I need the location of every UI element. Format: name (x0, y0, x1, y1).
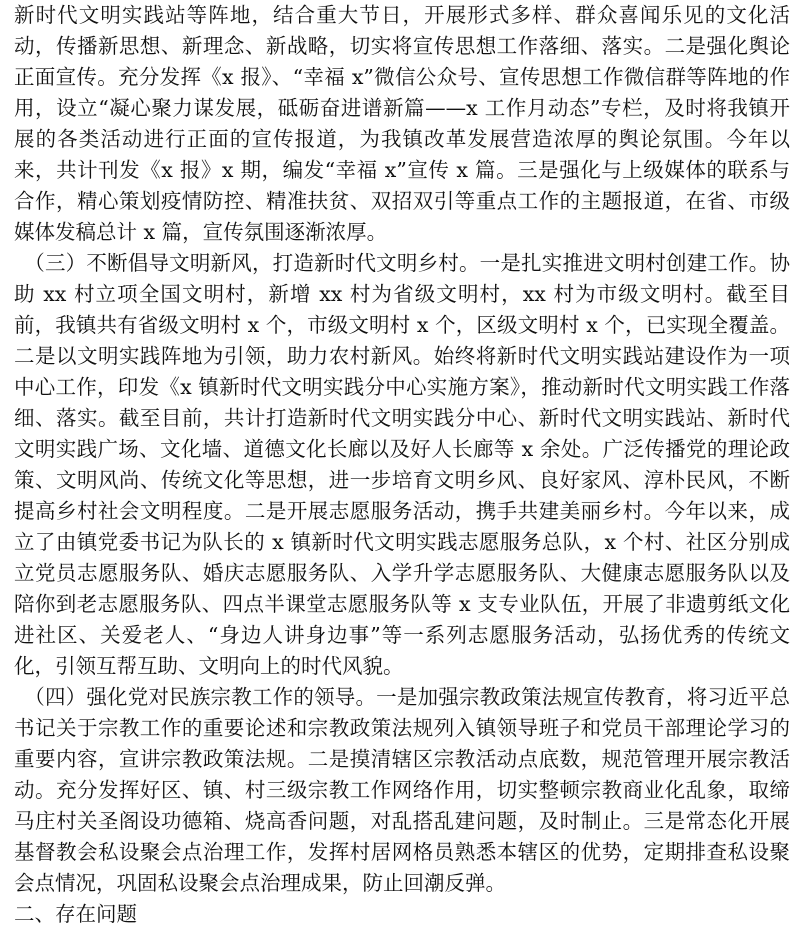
paragraph-religion: （四）强化党对民族宗教工作的领导。一是加强宗教政策法规宣传教育，将习近平总书记关于宗教工作的重要论述和宗教政策法规列入镇领导班子和党员干部理论学习的重要内容，宣讲宗教政策法规。二是摸清辖区宗教活动点底数，规范管理开展宗教活动。充分发挥好区、镇、村三级宗教工作网络作用，切实整顿宗教商业化乱象，取缔马庄村关圣阁设功德箱、烧高香问题，对乱搭乱建问题，及时制止。三是常态化开展基督教会私设聚会点治理工作，发挥村居网格员熟悉本辖区的优势，定期排查私设聚会点情况，巩固私设聚会点治理成果，防止回潮反弹。 (14, 685, 790, 895)
section-heading: 二、存在问题 (14, 902, 137, 926)
paragraph-publicity: 新时代文明实践站等阵地，结合重大节日，开展形式多样、群众喜闻乐见的文化活动，传播新思想、新理念、新战略，切实将宣传思想工作落细、落实。二是强化舆论正面宣传。充分发挥《x 报》、“幸福 x”微信公众号、宣传思想工作微信群等阵地的作用，设立“凝心聚力谋发展，砥砺奋进谱新篇——x 工作月动态”专栏，及时将我镇开展的各类活动进行正面的宣传报道，为我镇改革发展营造浓厚的舆论氛围。今年以来，共计刊发《x 报》x 期，编发“幸福 x”宣传 x 篇。三是强化与上级媒体的联系与合作，精心策划疫情防控、精准扶贫、双招双引等重点工作的主题报道，在省、市级媒体发稿总计 x 篇，宣传氛围逐渐浓厚。 (14, 3, 790, 244)
paragraph-civilization: （三）不断倡导文明新风，打造新时代文明乡村。一是扎实推进文明村创建工作。协助 xx 村立项全国文明村，新增 xx 村为省级文明村，xx 村为市级文明村。截至目前，我镇共有省级文明村 x 个，市级文明村 x 个，区级文明村 x 个，已实现全覆盖。二是以文明实践阵地为引领，助力农村新风。始终将新时代文明实践站建设作为一项中心工作，印发《x 镇新时代文明实践分中心实施方案》，推动新时代文明实践工作落细、落实。截至目前，共计打造新时代文明实践分中心、新时代文明实践站、新时代文明实践广场、文化墙、道德文化长廊以及好人长廊等 x 余处。广泛传播党的理论政策、文明风尚、传统文化等思想，进一步培育文明乡风、良好家风、淳朴民风，不断提高乡村社会文明程度。二是开展志愿服务活动，携手共建美丽乡村。今年以来，成立了由镇党委书记为队长的 x 镇新时代文明实践志愿服务总队，x 个村、社区分别成立党员志愿服务队、婚庆志愿服务队、入学升学志愿服务队、大健康志愿服务队以及陪你到老志愿服务队、四点半课堂志愿服务队等 x 支专业队伍，开展了非遗剪纸文化进社区、关爱老人、“身边人讲身边事”等一系列志愿服务活动，弘扬优秀的传统文化，引领互帮互助、文明向上的时代风貌。 (14, 251, 790, 678)
next-line-fragment (14, 786, 790, 800)
